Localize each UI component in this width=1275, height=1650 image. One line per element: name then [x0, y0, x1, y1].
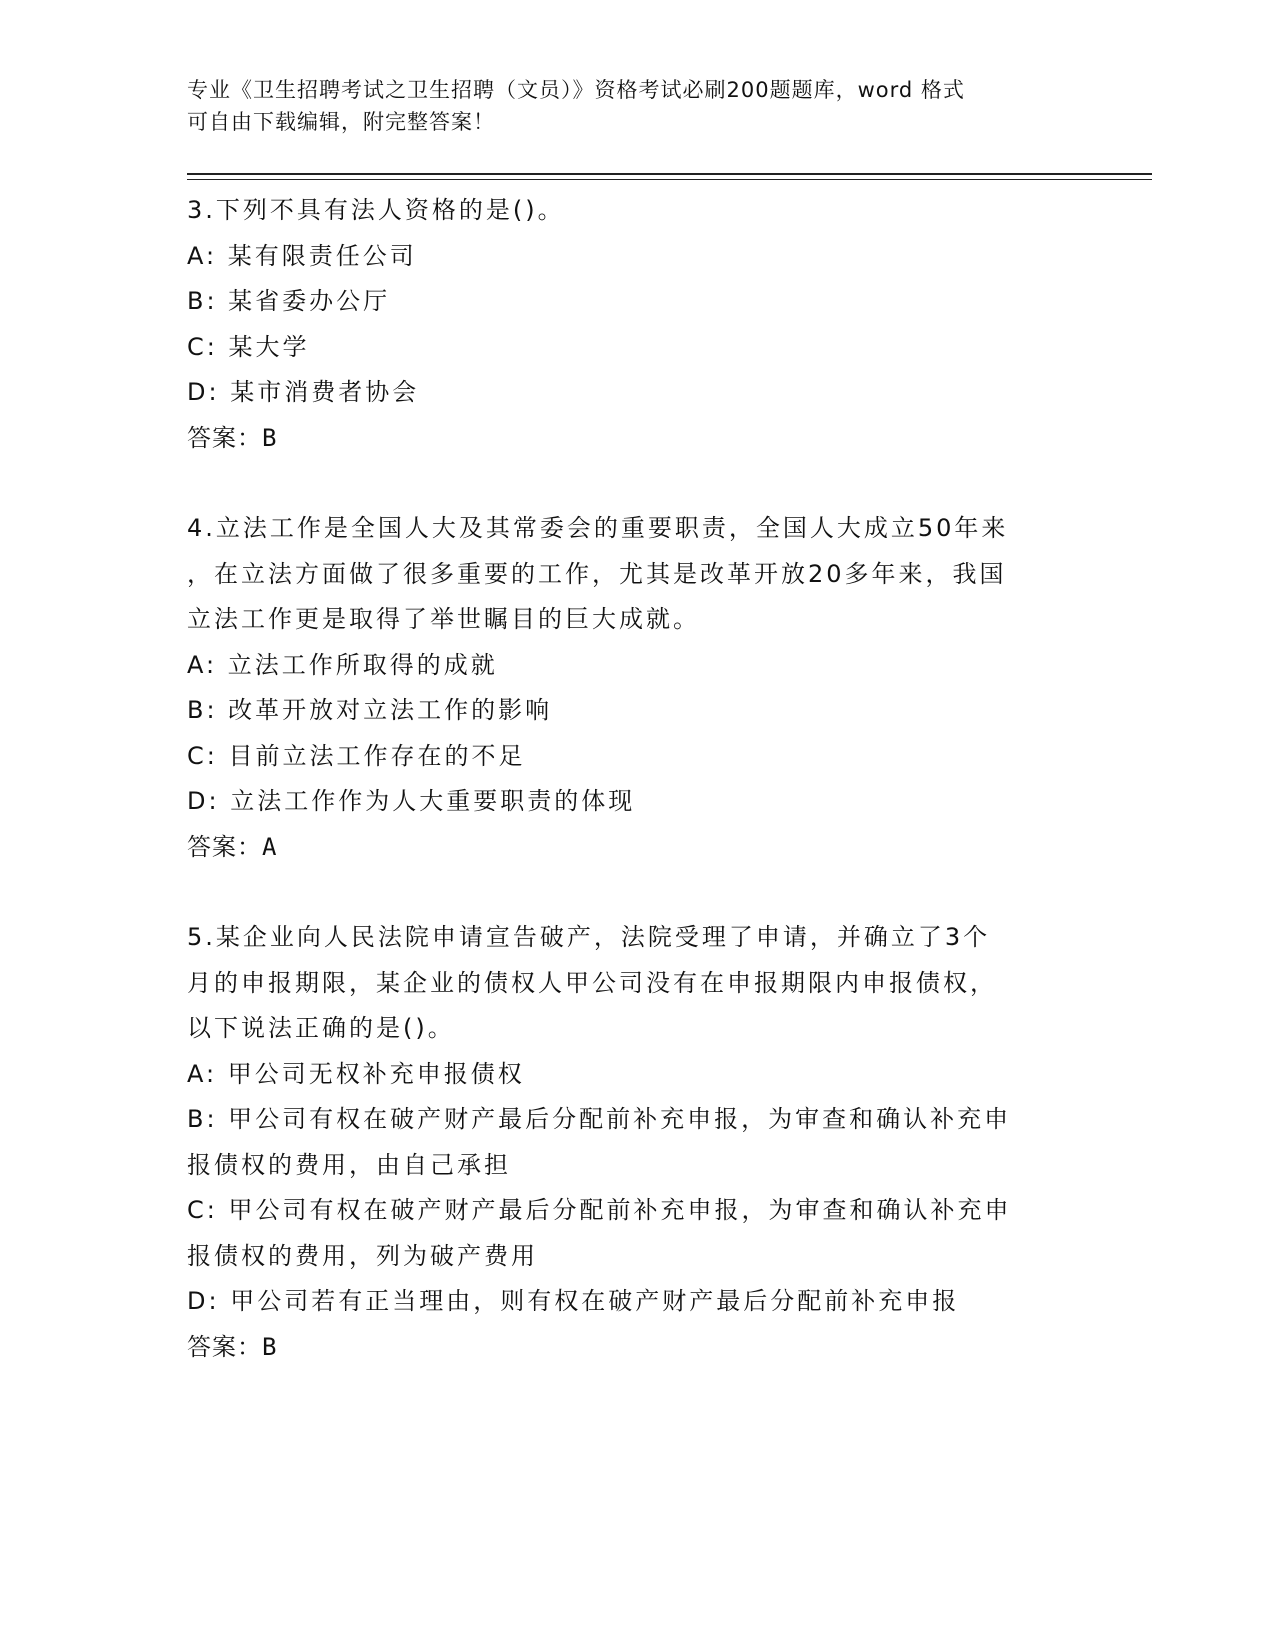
- header-line-2: 可自由下载编辑，附完整答案！: [187, 110, 495, 134]
- question-block: [187, 188, 1087, 461]
- question-stem-line: 月的申报期限，某企业的债权人甲公司没有在申报期限内申报债权，: [187, 968, 997, 997]
- answer-label: 答案：: [187, 832, 262, 861]
- answer-label: 答案：: [187, 1332, 262, 1361]
- header-line-1: 专业《卫生招聘考试之卫生招聘（文员）》资格考试必刷200题题库，word 格式: [187, 78, 965, 102]
- question-block: [187, 915, 1087, 1370]
- question-list: [187, 188, 1087, 1370]
- option-d: D: 甲公司若有正当理由，则有权在破产财产最后分配前补充申报: [187, 1287, 960, 1315]
- option-b: B: 某省委办公厅: [187, 287, 391, 315]
- answer-line: [187, 825, 1087, 871]
- document-header: [187, 74, 1067, 138]
- question-block: [187, 506, 1087, 870]
- answer-value: B: [262, 423, 278, 452]
- header-divider-thin: [187, 179, 1152, 180]
- answer-line: [187, 1325, 1087, 1371]
- answer-label: 答案：: [187, 423, 262, 452]
- option-a: A: 甲公司无权补充申报债权: [187, 1059, 525, 1088]
- option-a: A: 立法工作所取得的成就: [187, 650, 498, 679]
- question-stem-line: 4.立法工作是全国人大及其常委会的重要职责，全国人大成立50年来: [187, 514, 1009, 542]
- option-a: A: 某有限责任公司: [187, 241, 417, 270]
- option-c: C: 某大学: [187, 332, 310, 361]
- question-stem-line: 5.某企业向人民法院申请宣告破产，法院受理了申请，并确立了3个: [187, 923, 991, 951]
- answer-line: [187, 416, 1087, 462]
- question-stem-line: 立法工作更是取得了举世瞩目的巨大成就。: [187, 605, 700, 633]
- option-b-continued: 报债权的费用，由自己承担: [187, 1150, 511, 1179]
- option-d: D: 某市消费者协会: [187, 378, 420, 406]
- option-c-continued: 报债权的费用，列为破产费用: [187, 1241, 538, 1270]
- option-b: B: 改革开放对立法工作的影响: [187, 696, 553, 724]
- answer-value: B: [262, 1332, 278, 1361]
- option-d: D: 立法工作作为人大重要职责的体现: [187, 787, 636, 815]
- option-b: B: 甲公司有权在破产财产最后分配前补充申报，为审查和确认补充申: [187, 1105, 1012, 1133]
- question-stem-line: 以下说法正确的是()。: [187, 1014, 455, 1042]
- option-c: C: 目前立法工作存在的不足: [187, 741, 526, 770]
- question-stem-line: ，在立法方面做了很多重要的工作，尤其是改革开放20多年来，我国: [187, 559, 1007, 588]
- header-divider-thick: [187, 173, 1152, 175]
- answer-value: A: [262, 832, 278, 861]
- question-stem-line: 3.下列不具有法人资格的是()。: [187, 196, 565, 224]
- option-c: C: 甲公司有权在破产财产最后分配前补充申报，为审查和确认补充申: [187, 1196, 1012, 1224]
